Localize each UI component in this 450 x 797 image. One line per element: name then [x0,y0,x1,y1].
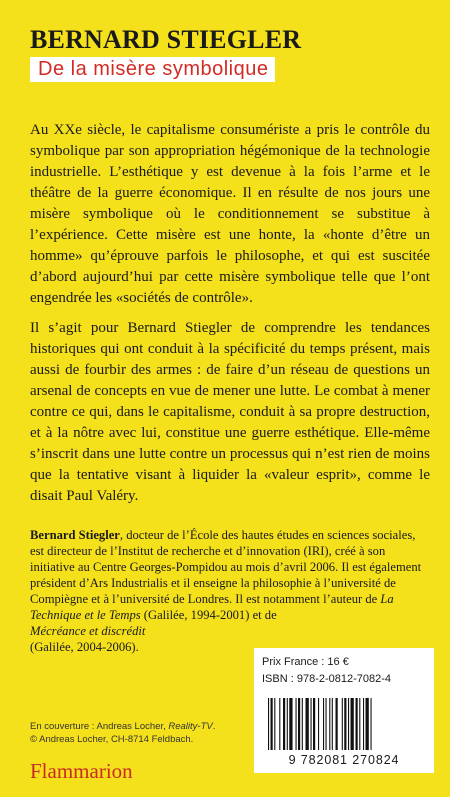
credits-suffix: . [212,721,216,732]
publisher-logo: Flammarion [30,759,133,783]
author-bio [30,527,430,655]
isbn-label: ISBN : 978-2-0812-7082-4 [262,673,392,685]
bio-paragraph [30,527,430,655]
author-name: BERNARD STIEGLER [30,25,302,54]
header [30,26,301,82]
blurb-paragraph-2: Il s’agit pour Bernard Stiegler de comprendre les tendances historiques qui ont conduit à la spécificité du temps présent, mais aussi de fourbir des armes : de faire d’un réseau de questions un arsenal de concepts en vue de mener une lutte. Le combat à mener contre ce qui, dans le capitalisme, conduit à sa propre destruction, et à la nôtre avec lui, constitue une guerre esthétique. Elle-même s’inscrit dans une lutte contre un processus qui n’est rien de moins que la tentative visant à liquider la «valeur esprit», comme le disait Paul Valéry. [30,320,430,504]
credits-line-1 [30,720,215,733]
bio-text-1: , docteur de l’École des hautes études en sciences sociales, est directeur de l’Institut de recherche et d’innovation (IRI), créé à son initiative au Centre Georges-Pompidou au mois d’avril 2006. Il est également président d’Ars Industrialis et il enseigne la philosophie à l’université de Compiègne et à l’université de Londres. Il est notamment l’auteur de [30,528,422,606]
price-barcode-box [254,648,434,773]
bio-text-2: (Galilée, 1994-2001) et de [140,608,277,622]
barcode-digits: 9 782081 270824 [288,753,400,767]
price-label: Prix France : 16 € [262,656,349,668]
credits-work: Reality-TV [168,721,213,732]
back-cover-blurb [30,120,430,507]
cover-credits [30,720,215,746]
bio-book-2: Mécréance et discrédit [30,624,146,638]
credits-prefix: En couverture : Andreas Locher, [30,721,169,732]
barcode-icon [266,698,422,750]
bio-book-1: La Technique et le Temps [30,592,394,622]
bio-text-3: (Galilée, 2004-2006). [30,640,139,654]
credits-line-2: © Andreas Locher, CH-8714 Feldbach. [30,734,194,745]
blurb-paragraph-1: Au XXe siècle, le capitalisme consumériste a pris le contrôle du symbolique par son appropriation hégémonique de la technologie industrielle. L’esthétique y est devenue à la fois l’arme et le théâtre de la guerre économique. Il en résulte de nos jours une misère symbolique où le conditionnement se substitue à l’expérience. Cette misère est une honte, la «honte d’être un homme» qu’éprouve parfois le philosophe, et qui est suscitée d’abord aujourd’hui par cette misère symbolique telle que l’ont engendrée les «sociétés de contrôle». [30,122,430,306]
bio-author-name: Bernard Stiegler [30,528,120,542]
book-title: De la misère symbolique [30,57,275,82]
